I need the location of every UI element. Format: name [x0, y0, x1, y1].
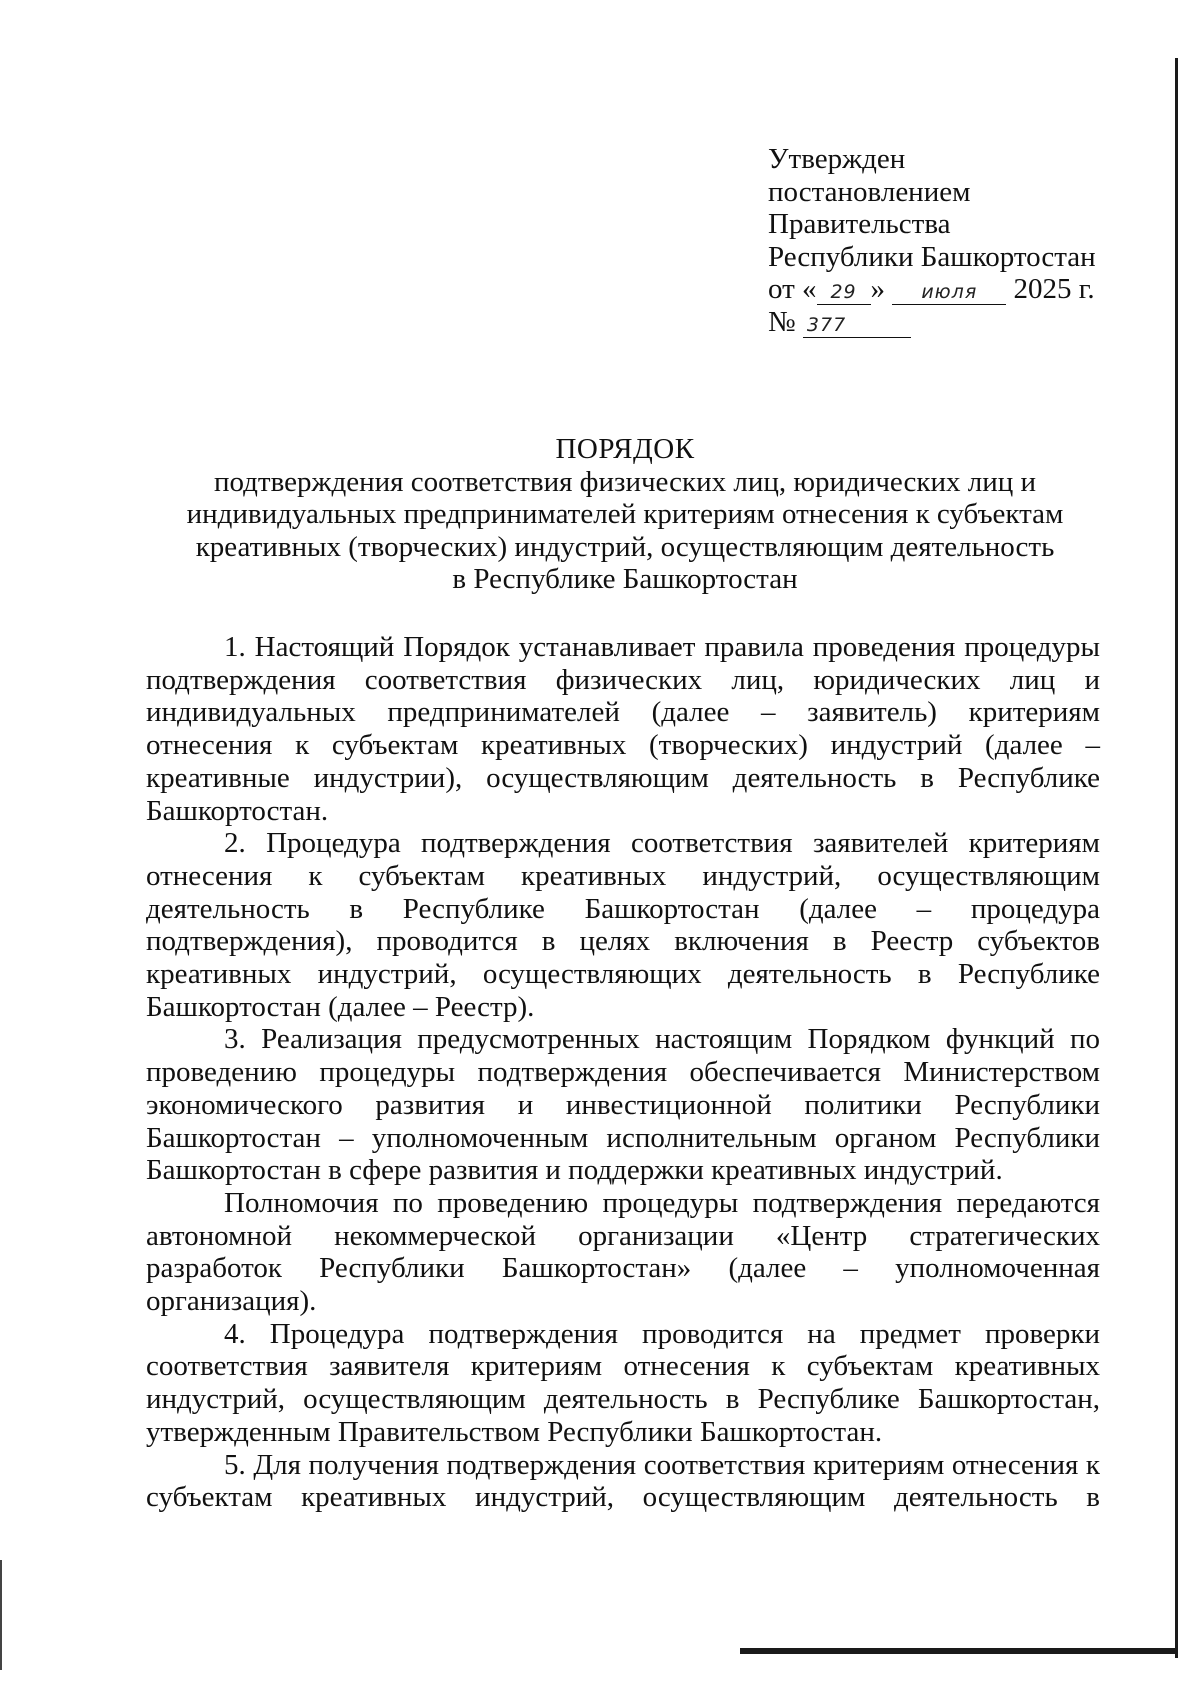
- document-body: [146, 631, 1100, 1514]
- document-title: [150, 433, 1100, 596]
- scan-edge-left: [0, 1560, 2, 1670]
- approval-block: [768, 143, 1096, 338]
- paragraph-4: 4. Процедура подтверждения проводится на предмет проверки соответствия заявителя критериям отнесения к субъектам креативных индустрий, осуществляющим деятельность в Республике Башкортостан, утвержденным Правительством Республики Башкортостан.: [146, 1317, 1100, 1448]
- number-value: 377: [806, 313, 847, 336]
- date-day-field: [817, 277, 871, 305]
- date-day: 29: [830, 281, 857, 303]
- date-month-field: [892, 277, 1006, 305]
- approval-date-line: [768, 273, 1096, 306]
- paragraph-3: 3. Реализация предусмотренных настоящим Порядком функций по проведению процедуры подтверждения обеспечивается Министерством экономического развития и инвестиционной политики Республики Башкортостан – уполномоченным исполнительным органом Республики Башкортостан в сфере развития и поддержки креативных индустрий.: [146, 1023, 1100, 1187]
- title-line-1: подтверждения соответствия физических лиц, юридических лиц и: [213, 465, 1037, 498]
- date-prefix: от «: [768, 273, 817, 305]
- title-line-2: индивидуальных предпринимателей критериям отнесения к субъектам: [186, 498, 1064, 530]
- paragraph-5: 5. Для получения подтверждения соответствия критериям отнесения к субъектам креативных индустрий, осуществляющим деятельность в: [146, 1448, 1100, 1514]
- approval-line-resolution: постановлением: [768, 175, 971, 208]
- date-year: 2025 г.: [1013, 273, 1095, 305]
- approval-line-republic: Республики Башкортостан: [768, 240, 1096, 273]
- approval-number-line: [768, 306, 1096, 339]
- date-mid: »: [870, 273, 886, 305]
- approval-line-government: Правительства: [768, 208, 951, 240]
- scan-edge-right: [1175, 58, 1178, 1658]
- approval-line-approved: Утвержден: [768, 143, 906, 175]
- date-month: июля: [921, 281, 978, 303]
- scan-edge-bottom: [740, 1648, 1178, 1654]
- title-heading: ПОРЯДОК: [555, 433, 695, 465]
- number-prefix: №: [768, 305, 796, 338]
- paragraph-1: 1. Настоящий Порядок устанавливает правила проведения процедуры подтверждения соответствия физических лиц, юридических лиц и индивидуальных предпринимателей (далее – заявитель) критериям отнесения к субъектам креативных (творческих) индустрий (далее – креативные индустрии), осуществляющим деятельность в Республике Башкортостан.: [146, 631, 1100, 827]
- paragraph-2: 2. Процедура подтверждения соответствия заявителей критериям отнесения к субъектам креативных индустрий, осуществляющим деятельность в Республике Башкортостан (далее – процедура подтверждения), проводится в целях включения в Реестр субъектов креативных индустрий, осуществляющих деятельность в Республике Башкортостан (далее – Реестр).: [146, 827, 1100, 1023]
- number-field: [803, 310, 911, 338]
- paragraph-3-continued: Полномочия по проведению процедуры подтверждения передаются автономной некоммерческой организации «Центр стратегических разработок Республики Башкортостан» (далее – уполномоченная организация).: [146, 1186, 1100, 1318]
- title-line-4: в Республике Башкортостан: [452, 563, 798, 595]
- title-line-3: креативных (творческих) индустрий, осуществляющим деятельность: [195, 530, 1055, 563]
